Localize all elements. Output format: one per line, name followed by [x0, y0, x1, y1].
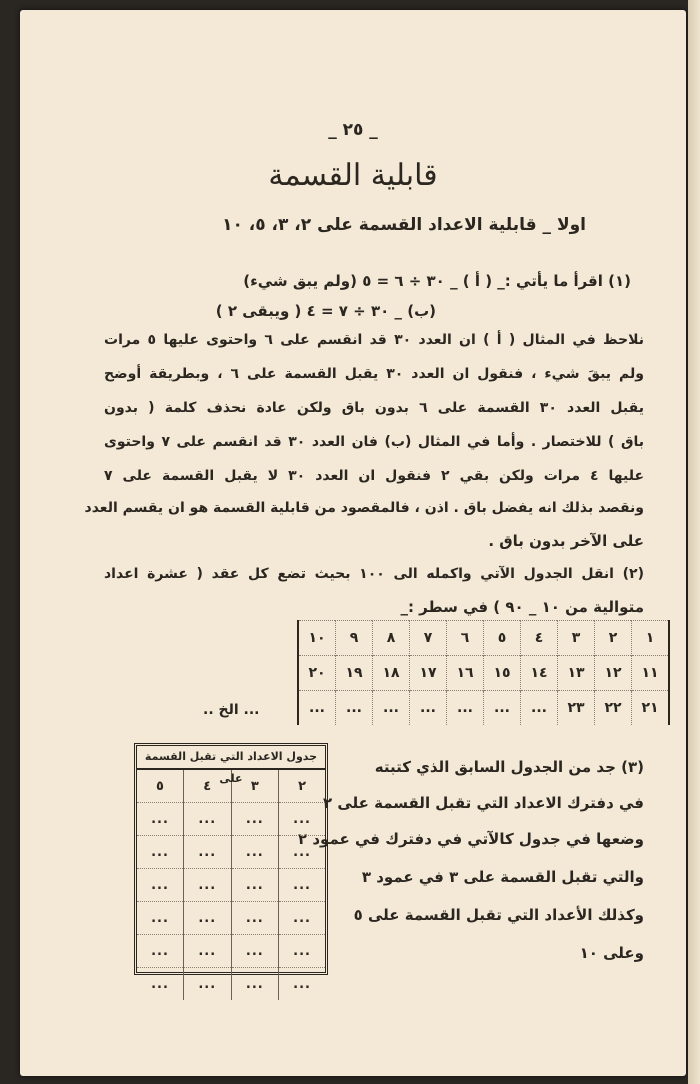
paragraph-line: نلاحظ في المثال ( أ ) ان العدد ٣٠ قد انقسم على ٦ واحتوى عليها ٥ مرات	[104, 332, 644, 348]
grid-cell: ...	[484, 691, 521, 726]
grid-cell: ١١	[632, 656, 670, 691]
table-cell: ...	[231, 869, 279, 902]
table-cell: ...	[231, 902, 279, 935]
grid-cell: ٥	[484, 621, 521, 656]
grid-cell: ٢٢	[595, 691, 632, 726]
grid-cell: ٦	[447, 621, 484, 656]
exercise-3-line: في دفترك الاعداد التي تقبل القسمة على ٢	[322, 794, 644, 812]
exercise-1-line-a: (١) اقرأ ما يأتي :_ ( أ ) _ ٣٠ ÷ ٦ = ٥ (ولم يبق شيء)	[243, 272, 631, 290]
table-cell: ...	[279, 902, 325, 935]
grid-cell: ٤	[521, 621, 558, 656]
grid-cell: ...	[410, 691, 447, 726]
paragraph-line: عليها ٤ مرات ولكن بقي ٢ فنقول ان العدد ٣٠ لا يقبل القسمة على ٧	[104, 468, 645, 484]
grid-cell: ١٠	[298, 621, 336, 656]
grid-cell: ...	[336, 691, 373, 726]
exercise-2-line-2: متوالية من ١٠ _ ٩٠ ) في سطر :_	[400, 598, 644, 616]
grid-cell: ١٩	[336, 656, 373, 691]
exercise-3-line: (٣) جد من الجدول السابق الذي كتبته	[374, 758, 644, 776]
table-row	[298, 691, 669, 726]
column-header: ٤	[183, 770, 231, 803]
exercise-1-line-b: (ب) _ ٣٠ ÷ ٧ = ٤ ( ويبقى ٢ )	[215, 302, 436, 320]
table-row	[137, 803, 325, 836]
divisibility-table-title: جدول الاعداد التي تقبل القسمة على	[137, 746, 325, 770]
paragraph-line: على الآخر بدون باق .	[488, 532, 644, 550]
column-header: ٥	[156, 778, 164, 794]
table-cell: ...	[137, 803, 183, 836]
paragraph-line: باق ) للاختصار . وأما في المثال (ب) فان العدد ٣٠ قد انقسم على ٧ واحتوى	[104, 434, 644, 450]
paragraph-line: ولم يبقَ شيء ، فنقول ان العدد ٣٠ يقبل القسمة على ٦ ، وبطريقة أوضح	[104, 366, 644, 382]
grid-cell: ٢١	[632, 691, 670, 726]
table-cell: ...	[279, 803, 325, 836]
table-cell: ...	[137, 935, 183, 968]
table-row	[137, 935, 325, 968]
grid-cell: ١٧	[410, 656, 447, 691]
grid-cell: ٢٠	[298, 656, 336, 691]
table-cell: ...	[183, 935, 231, 968]
table-cell: ...	[279, 935, 325, 968]
exercise-3-line: وضعها في جدول كالآتي في دفترك في عمود ٢	[297, 830, 644, 848]
divisibility-table	[134, 743, 328, 992]
grid-cell: ١٣	[558, 656, 595, 691]
table-cell: ...	[231, 836, 279, 869]
table-cell: ...	[231, 803, 279, 836]
table-row	[137, 968, 325, 1001]
table-cell: ...	[183, 902, 231, 935]
table-cell: ...	[183, 869, 231, 902]
grid-cell: ١٤	[521, 656, 558, 691]
number-grid	[297, 620, 670, 725]
grid-cell: ٣	[558, 621, 595, 656]
grid-etc-note: ... الخ ..	[203, 702, 260, 718]
grid-cell: ٨	[373, 621, 410, 656]
table-row	[298, 621, 669, 656]
table-cell: ...	[183, 803, 231, 836]
section-subtitle: اولا _ قابلية الاعداد القسمة على ٢، ٣، ٥، ١٠	[222, 215, 586, 235]
table-cell: ...	[231, 968, 279, 1001]
table-cell: ...	[137, 836, 183, 869]
table-row	[137, 869, 325, 902]
column-header: ٢	[279, 770, 325, 803]
table-row	[137, 836, 325, 869]
table-cell: ...	[231, 935, 279, 968]
grid-cell: ٢	[595, 621, 632, 656]
exercise-3-line: والتي تقبل القسمة على ٣ في عمود ٣	[361, 868, 644, 886]
table-cell: ...	[137, 968, 183, 1001]
book-page	[20, 10, 686, 1076]
column-header: ٣	[231, 770, 279, 803]
table-cell: ...	[279, 836, 325, 869]
table-cell: ...	[183, 968, 231, 1001]
grid-cell: ٢٣	[558, 691, 595, 726]
grid-cell: ١٨	[373, 656, 410, 691]
table-cell: ...	[137, 902, 183, 935]
exercise-3-line: وعلى ١٠	[579, 944, 644, 962]
table-row	[137, 902, 325, 935]
page-number: _ ٢٥ _	[328, 120, 378, 140]
exercise-2-line-1: (٢) انقل الجدول الآتي واكمله الى ١٠٠ بحيث تضع كل عقد ( عشرة اعداد	[104, 566, 644, 582]
table-cell: ...	[279, 968, 325, 1001]
page-edge	[688, 0, 700, 1084]
grid-cell: ...	[373, 691, 410, 726]
table-row	[298, 656, 669, 691]
page-title: قابلية القسمة	[268, 158, 438, 193]
paragraph-line: يقبل العدد ٣٠ القسمة على ٦ بدون باق ولكن عادة نحذف كلمة ( بدون	[104, 400, 644, 416]
grid-cell: ١٢	[595, 656, 632, 691]
table-cell: ...	[279, 869, 325, 902]
grid-cell: ...	[521, 691, 558, 726]
grid-cell: ١	[632, 621, 670, 656]
grid-cell: ١٦	[447, 656, 484, 691]
grid-cell: ٧	[410, 621, 447, 656]
grid-cell: ٩	[336, 621, 373, 656]
table-cell: ...	[137, 869, 183, 902]
table-cell: ...	[183, 836, 231, 869]
grid-cell: ...	[447, 691, 484, 726]
exercise-3-line: وكذلك الأعداد التي تقبل القسمة على ٥	[353, 906, 644, 924]
grid-cell: ١٥	[484, 656, 521, 691]
grid-cell: ...	[298, 691, 336, 726]
paragraph-line: ونقصد بذلك انه يفضل باق . اذن ، فالمقصود من قابلية القسمة هو ان يقسم العدد	[84, 500, 644, 516]
